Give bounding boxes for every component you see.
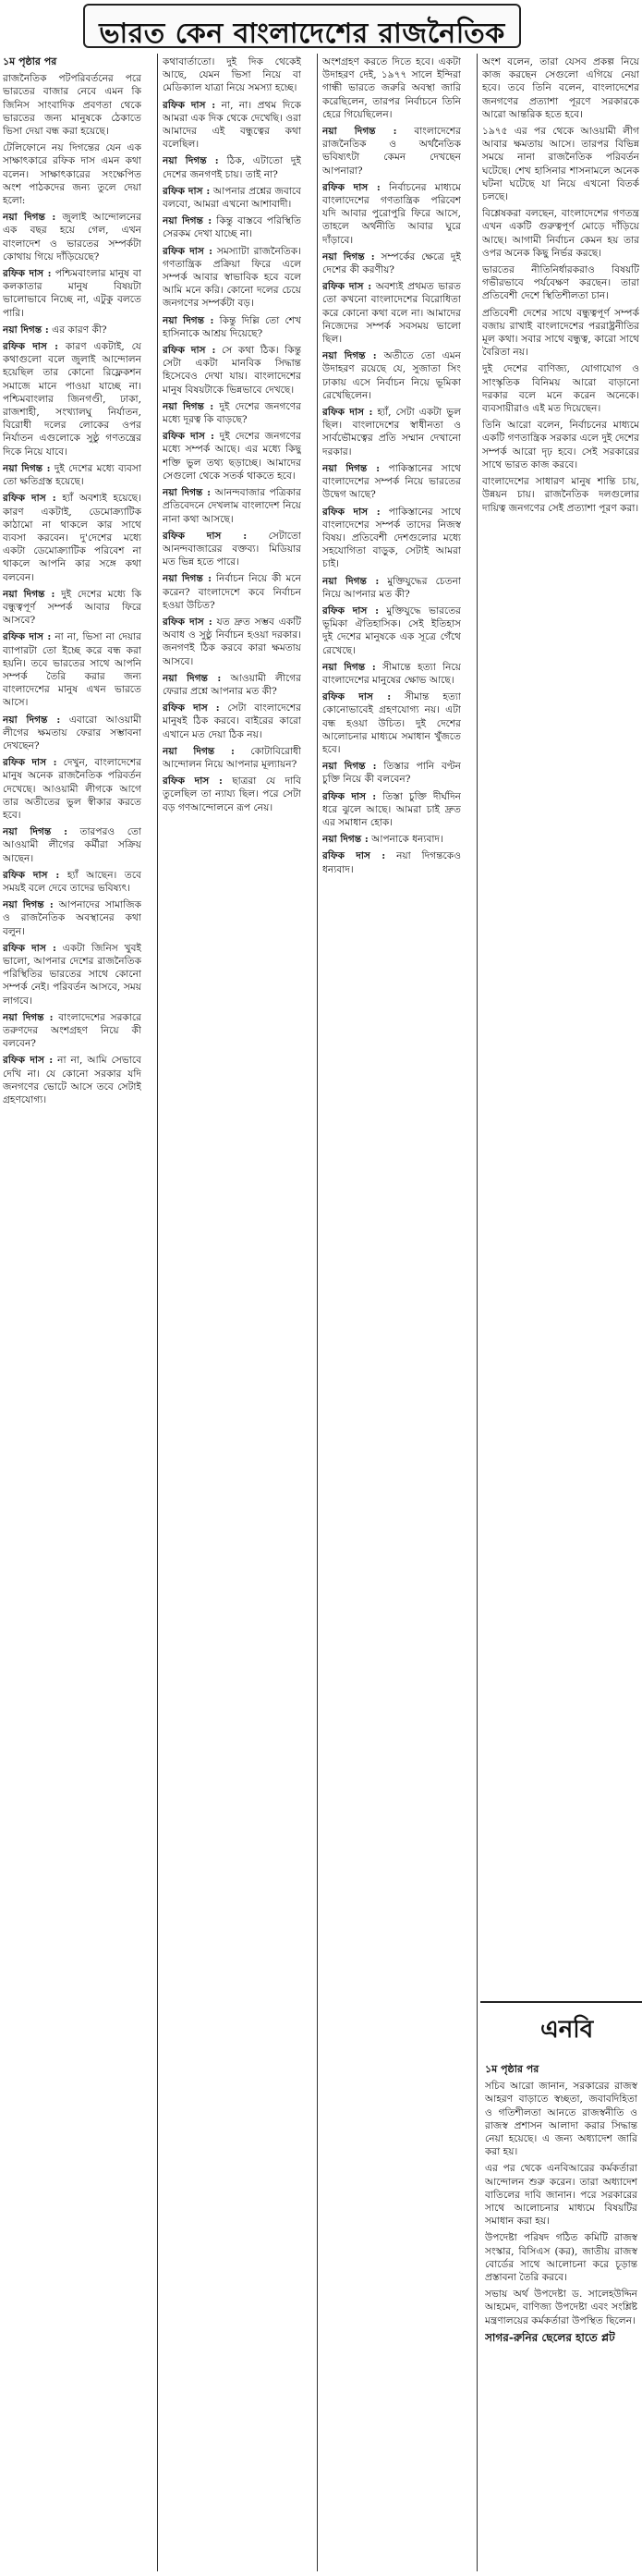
article-paragraph: নয়া দিগন্ত : এর কারণ কী? xyxy=(3,324,107,336)
article-paragraph: রফিক দাস : যত দ্রুত সম্ভব একটি অবাধ ও সুষ্ঠু নির্বাচন হওয়া দরকার। জনগণই ঠিক করবে কারা ক্ষমতায় আসবে। xyxy=(163,616,301,667)
side-story-headline: এনবি xyxy=(540,2016,594,2044)
article-paragraph: নয়া দিগন্ত : দুই দেশের মধ্যে কি বন্ধুত্বপূর্ণ সম্পর্ক আবার ফিরে আসবে? xyxy=(3,588,141,627)
article-paragraph: রফিক দাস : হ্যাঁ, সেটা একটা ভুল ছিল। বাংলাদেশের স্বাধীনতা ও সার্বভৌমত্বের প্রতি সম্মান দেখানো দরকার। xyxy=(322,407,461,458)
article-paragraph: রফিক দাস : না, না। প্রথম দিকে আমরা এক দিক থেকে দেখেছি। ওরা আমাদের এই বন্ধুত্বের কথা বলেছিল। xyxy=(163,99,301,151)
column-1-body xyxy=(3,72,141,1106)
article-paragraph: নয়া দিগন্ত : তারপরও তো আওয়ামী লীগের কর্মীরা সক্রিয় আছেন। xyxy=(3,826,141,864)
speaker-label: রফিক দাস : xyxy=(163,775,223,787)
column-divider xyxy=(477,54,478,2571)
article-paragraph: রফিক দাস : পাকিস্তানের সাথে বাংলাদেশের সম্পর্ক তাদের নিজস্ব বিষয়। প্রতিবেশী দেশগুলোর মধ্যে সহযোগিতা বাড়ুক, সেটাই আমরা চাই। xyxy=(322,506,461,570)
article-paragraph: নয়া দিগন্ত : আওয়ামী লীগের ফেরার প্রশ্নে আপনার মত কী? xyxy=(163,672,301,697)
article-paragraph: নয়া দিগন্ত : অতীতে তো এমন উদাহরণ রয়েছে যে, সুজাতা সিং ঢাকায় এসে নির্বাচন নিয়ে ভূমিকা রেখেছিলেন। xyxy=(322,350,461,401)
headline-box xyxy=(83,4,521,48)
speaker-label: নয়া দিগন্ত : xyxy=(163,745,235,757)
article-paragraph: নয়া দিগন্ত : কোটাবিরোধী আন্দোলন নিয়ে আপনার মূল্যায়ন? xyxy=(163,745,301,770)
speaker-label: নয়া দিগন্ত : xyxy=(163,215,212,227)
speaker-label: রফিক দাস : xyxy=(163,99,216,111)
speaker-label: নয়া দিগন্ত : xyxy=(163,672,222,684)
speaker-label: নয়া দিগন্ত : xyxy=(322,126,397,138)
article-paragraph: বাংলাদেশের সাধারণ মানুষ শান্তি চায়, উন্নয়ন চায়। রাজনৈতিক দলগুলোর দায়িত্ব জনগণের সেই প্রত্যাশা পূরণ করা। xyxy=(482,476,639,514)
article-paragraph: রফিক দাস : দেখুন, বাংলাদেশের মানুষ অনেক রাজনৈতিক পরিবর্তন দেখেছে। আওয়ামী লীগকে আগে তার অতীতের ভুল স্বীকার করতে হবে। xyxy=(3,757,141,821)
speaker-label: নয়া দিগন্ত : xyxy=(322,834,369,846)
speaker-label: রফিক দাস : xyxy=(163,185,211,197)
article-paragraph: প্রতিবেশী দেশের সাথে বন্ধুত্বপূর্ণ সম্পর্ক বজায় রাখাই বাংলাদেশের পররাষ্ট্রনীতির মূল কথা। সবার সাথে বন্ধুত্ব, কারো সাথে বৈরিতা নয়। xyxy=(482,307,639,359)
article-paragraph: ১৯৭৫ এর পর থেকে আওয়ামী লীগ আবার ক্ষমতায় আসে। তারপর বিভিন্ন সময়ে নানা রাজনৈতিক পরিবর্তন ঘটেছে। শেখ হাসিনার শাসনামলে অনেক ঘটনা ঘটেছে যা নিয়ে এখনো বিতর্ক চলছে। xyxy=(482,126,639,203)
speaker-label: রফিক দাস : xyxy=(322,691,392,703)
jump-marker: ১ম পৃষ্ঠার পর xyxy=(3,55,57,67)
side-story-paragraph: এর পর থেকে এনবিআরের কর্মকর্তারা আন্দোলন শুরু করেন। তারা অধ্যাদেশ বাতিলের দাবি জানান। পরে সরকারের সাথে আলোচনার মাধ্যমে বিষয়টির সমাধান করা হয়। xyxy=(485,2163,637,2228)
side-story-paragraph: সাগর-রুনির ছেলের হাতে প্লট xyxy=(485,2330,615,2344)
speaker-label: নয়া দিগন্ত : xyxy=(3,899,54,911)
article-paragraph: নয়া দিগন্ত : দুই দেশের জনগণের মধ্যে দূরত্ব কি বাড়ছে? xyxy=(163,400,301,426)
article-paragraph: রফিক দাস : কারণ একটাই, যে কথাগুলো বলে জুলাই আন্দোলন হয়েছিল তার কোনো রিফ্লেকশন সমাজে মানে পাওয়া যাচ্ছে না। পশ্চিমবাংলার জিনগণ্ডী, ঢাকা, রাজশাহী, সংখ্যালঘু নির্যাতন, বিরোধী দলের লোকের ওপর নির্যাতন এগুলোকে সুষ্ঠু গণতন্ত্রের দিকে নিয়ে যাবে। xyxy=(3,341,141,458)
article-paragraph: নয়া দিগন্ত : কিন্তু বাস্তবে পরিস্থিতি সেরকম দেখা যাচ্ছে না। xyxy=(163,215,301,240)
column-4-body xyxy=(482,55,639,515)
speaker-label: নয়া দিগন্ত : xyxy=(163,155,219,167)
speaker-label: রফিক দাস : xyxy=(163,345,216,357)
side-story-paragraph: সভায় অর্থ উপদেষ্টা ড. সালেহউদ্দিন আহমেদ, বাণিজ্য উপদেষ্টা এবং সংশ্লিষ্ট মন্ত্রণালয়ের কর্মকর্তারা উপস্থিত ছিলেন। xyxy=(485,2289,637,2326)
speaker-label: রফিক দাস : xyxy=(163,702,220,714)
article-paragraph: নয়া দিগন্ত : নির্বাচন নিয়ে কী মনে করেন? বাংলাদেশে কবে নির্বাচন হওয়া উচিত? xyxy=(163,573,301,611)
speaker-label: নয়া দিগন্ত : xyxy=(3,462,51,474)
side-story-paragraph: উপদেষ্টা পরিষদ গঠিত কমিটি রাজস্ব সংস্কার, বিসিএস (কর), জাতীয় রাজস্ব বোর্ডের সাথে আলোচনা করে চূড়ান্ত প্রস্তাবনা তৈরি করবে। xyxy=(485,2232,637,2284)
side-story-divider xyxy=(480,2001,642,2003)
article-paragraph: তিনি আরো বলেন, নির্বাচনের মাধ্যমে একটি গণতান্ত্রিক সরকার এলে দুই দেশের সম্পর্ক আরো দৃঢ় হবে। সেই সরকারের সাথে ভারত কাজ করবে। xyxy=(482,420,639,470)
article-paragraph: রফিক দাস : নির্বাচনের মাধ্যমে বাংলাদেশের গণতান্ত্রিক পরিবেশ যদি আবার পুরোপুরি ফিরে আসে, তাহলে অর্থনীতি আবার ঘুরে দাঁড়াবে। xyxy=(322,181,461,246)
article-paragraph: রফিক দাস : দুই দেশের জনগণের মধ্যে সম্পর্ক আছে। এর মধ্যে কিছু শক্তি ভুল তথ্য ছড়াচ্ছে। আমাদের সেগুলো থেকে সতর্ক থাকতে হবে। xyxy=(163,431,301,482)
article-column-3 xyxy=(322,55,461,2551)
speaker-label: রফিক দাস : xyxy=(163,616,212,628)
column-divider xyxy=(317,54,318,2571)
article-column-1 xyxy=(3,55,141,2551)
article-paragraph: দুই দেশের বাণিজ্য, যোগাযোগ ও সাংস্কৃতিক বিনিময় আরো বাড়ানো দরকার বলে মনে করেন অনেকে। ব্যবসায়ীরাও এই মত দিয়েছেন। xyxy=(482,363,639,415)
speaker-label: রফিক দাস : xyxy=(3,268,52,280)
speaker-label: রফিক দাস : xyxy=(3,1055,54,1067)
article-paragraph: রফিক দাস : মুক্তিযুদ্ধে ভারতের ভূমিকা ঐতিহাসিক। সেই ইতিহাস দুই দেশের মানুষকে এক সূত্রে গেঁথে রেখেছে। xyxy=(322,604,461,656)
article-paragraph: বিশ্লেষকরা বলছেন, বাংলাদেশের গণতন্ত্র এখন একটি গুরুত্বপূর্ণ মোড়ে দাঁড়িয়ে আছে। আগামী নির্বাচন কেমন হয় তার ওপর অনেক কিছু নির্ভর করছে। xyxy=(482,208,639,259)
article-paragraph: নয়া দিগন্ত : সীমান্তে হত্যা নিয়ে বাংলাদেশের মানুষের ক্ষোভ আছে। xyxy=(322,661,461,686)
side-jump-marker: ১ম পৃষ্ঠার পর xyxy=(485,2063,539,2075)
speaker-label: রফিক দাস : xyxy=(322,407,373,419)
side-story-paragraphs xyxy=(485,2080,637,2344)
speaker-label: নয়া দিগন্ত : xyxy=(163,573,212,585)
article-paragraph: রফিক দাস : পশ্চিমবাংলার মানুষ বা কলকাতার মানুষ বিষয়টা ভালোভাবে নিচ্ছে না, এটুকু বলতে পারি। xyxy=(3,268,141,319)
speaker-label: রফিক দাস : xyxy=(3,869,60,881)
article-paragraph: নয়া দিগন্ত : বাংলাদেশের রাজনৈতিক ও অর্থনৈতিক ভবিষ্যৎটা কেমন দেখছেন আপনারা? xyxy=(322,126,461,177)
article-paragraph: রফিক দাস : না না, ভিসা না দেয়ার ব্যাপারটা তো ইচ্ছে করে বন্ধ করা হয়নি। তবে ভারতের সাথে আপনি সম্পর্ক তৈরি করার জন্য বাংলাদেশের মানুষ এখন ভারতে আসে। xyxy=(3,631,141,709)
article-paragraph: নয়া দিগন্ত : আপনাকে ধন্যবাদ। xyxy=(322,834,443,846)
speaker-label: নয়া দিগন্ত : xyxy=(322,350,377,362)
speaker-label: রফিক দাস : xyxy=(163,431,214,443)
article-paragraph: নয়া দিগন্ত : বাংলাদেশের সরকারে তরুণদের অংশগ্রহণ নিয়ে কী বলবেন? xyxy=(3,1011,141,1050)
article-paragraph: রফিক দাস : একটা জিনিস খুবই ভালো, আপনার দেশের রাজনৈতিক পরিস্থিতির ভারতের সাথে কোনো সম্পর্ক নেই। পরিবর্তন আসবে, সময় লাগবে। xyxy=(3,942,141,1007)
column-3-body xyxy=(322,55,461,876)
article-paragraph: রফিক দাস : হ্যাঁ আছেন। তবে সময়ই বলে দেবে তাদের ভবিষ্যৎ। xyxy=(3,869,141,894)
article-paragraph: রফিক দাস : ছাত্ররা যে দাবি তুলেছিল তা ন্যায্য ছিল। পরে সেটা বড় গণআন্দোলনে রূপ নেয়। xyxy=(163,775,301,813)
article-paragraph: ভারতের নীতিনির্ধারকরাও বিষয়টি গভীরভাবে পর্যবেক্ষণ করছেন। তারা প্রতিবেশী দেশে স্থিতিশীলতা চান। xyxy=(482,264,639,302)
article-paragraph: নয়া দিগন্ত : মুক্তিযুদ্ধের চেতনা নিয়ে আপনার মত কী? xyxy=(322,575,461,600)
article-paragraph: রাজনৈতিক পটপরিবর্তনের পরে ভারতের বাজার নেবে এমন কি জিনিস সাংবাদিক প্রবণতা থেকে ভারতের জন্য মানুষকে ঠেকাতে ভিসা দেয়া বন্ধ করা হয়েছে। xyxy=(3,73,141,138)
speaker-label: রফিক দাস : xyxy=(3,631,52,643)
article-paragraph: নয়া দিগন্ত : আপনাদের সামাজিক ও রাজনৈতিক অবস্থানের কথা বলুন। xyxy=(3,899,141,937)
speaker-label: রফিক দাস : xyxy=(322,850,386,862)
article-paragraph: নয়া দিগন্ত : দুই দেশের মধ্যে ব্যবসা তো ক্ষতিগ্রস্ত হয়েছে। xyxy=(3,462,141,488)
speaker-label: নয়া দিগন্ত : xyxy=(163,400,214,412)
column-2-body xyxy=(163,55,301,814)
side-story-body xyxy=(485,2063,637,2570)
speaker-label: নয়া দিগন্ত : xyxy=(322,462,381,474)
speaker-label: রফিক দাস : xyxy=(322,506,381,518)
speaker-label: নয়া দিগন্ত : xyxy=(3,588,55,600)
article-paragraph: কথাবার্তাতো। দুই দিক থেকেই আছে, যেমন ভিসা নিয়ে বা মেডিক্যাল যাত্রা নিয়ে সমস্যা হচ্ছে। xyxy=(163,56,301,94)
article-column-4 xyxy=(482,55,639,1996)
speaker-label: রফিক দাস : xyxy=(322,181,381,193)
speaker-label: নয়া দিগন্ত : xyxy=(3,212,56,224)
speaker-label: নয়া দিগন্ত : xyxy=(3,714,61,726)
article-paragraph: রফিক দাস : সীমান্ত হত্যা কোনোভাবেই গ্রহণযোগ্য নয়। এটা বন্ধ হওয়া উচিত। দুই দেশের আলোচনার মাধ্যমে সমাধান খুঁজতে হবে। xyxy=(322,691,461,755)
speaker-label: রফিক দাস : xyxy=(3,757,57,769)
article-paragraph: নয়া দিগন্ত : কিন্তু দিল্লি তো শেখ হাসিনাকে আশ্রয় দিয়েছে? xyxy=(163,314,301,339)
article-paragraph: টেলিফোনে নয় দিগন্তের যেন এক সাক্ষাৎকারে রফিক দাস এমন কথা বলেন। সাক্ষাৎকারের সংক্ষেপিত অংশ পাঠকদের জন্য তুলে দেয়া হলো: xyxy=(3,142,141,207)
speaker-label: নয়া দিগন্ত : xyxy=(3,1011,54,1023)
headline: ভারত কেন বাংলাদেশের রাজনৈতিক xyxy=(99,18,505,50)
article-paragraph: রফিক দাস : নয়া দিগন্তকেও ধন্যবাদ। xyxy=(322,850,461,875)
speaker-label: রফিক দাস : xyxy=(322,604,380,617)
article-paragraph: রফিক দাস : অবশ্যই প্রথমত ভারত তো কখনো বাংলাদেশের বিরোধিতা করে কোনো কথা বলে না। আমাদের নিজেদের সম্পর্ক সবসময় ভালো ছিল। xyxy=(322,281,461,346)
article-paragraph: রফিক দাস : সেটাতো আনন্দবাজারের বক্তব্য। মিডিয়ার মত ভিন্ন হতে পারে। xyxy=(163,530,301,568)
speaker-label: নয়া দিগন্ত : xyxy=(322,575,380,587)
article-paragraph: রফিক দাস : হ্যাঁ অবশ্যই হয়েছে। কারণ একটাই, ডেমোক্র্যাটিক কাঠামো না থাকলে কার সাথে ব্যবসা করবেন। দু'দেশের মধ্যে একটা ডেমোক্র্যাটিক পরিবেশ না থাকলে আপনি কার সঙ্গে কথা বলবেন। xyxy=(3,493,141,583)
article-paragraph: নয়া দিগন্ত : ঠিক, এটাতো দুই দেশের জনগণই চায়। তাই না? xyxy=(163,155,301,180)
article-paragraph: রফিক দাস : তিস্তা চুক্তি দীর্ঘদিন ধরে ঝুলে আছে। আমরা চাই দ্রুত এর সমাধান হোক। xyxy=(322,790,461,828)
article-paragraph: নয়া দিগন্ত : আনন্দবাজার পত্রিকার প্রতিবেদনে দেখলাম বাংলাদেশ নিয়ে নানা কথা আসছে। xyxy=(163,487,301,525)
column-divider xyxy=(157,54,158,2571)
speaker-label: নয়া দিগন্ত : xyxy=(3,324,49,336)
article-paragraph: অংশগ্রহণ করতে দিতে হবে। একটা উদাহরণ দেই, ১৯৭৭ সালে ইন্দিরা গান্ধী ভারতে জরুরি অবস্থা জারি করেছিলেন, তারপর নির্বাচনে তিনি হেরে গিয়েছিলেন। xyxy=(322,56,461,120)
article-paragraph: নয়া দিগন্ত : তিস্তার পানি বণ্টন চুক্তি নিয়ে কী বলবেন? xyxy=(322,761,461,786)
speaker-label: নয়া দিগন্ত : xyxy=(322,661,376,673)
speaker-label: নয়া দিগন্ত : xyxy=(322,250,375,262)
article-paragraph: রফিক দাস : সে কথা ঠিক। কিন্তু সেটা একটা মানবিক সিদ্ধান্ত হিসেবেও দেখা যায়। বাংলাদেশের মানুষ বিষয়টাকে ভিন্নভাবে দেখছে। xyxy=(163,345,301,396)
article-paragraph: নয়া দিগন্ত : সম্পর্কের ক্ষেত্রে দুই দেশের কী করণীয়? xyxy=(322,250,461,276)
article-paragraph: নয়া দিগন্ত : পাকিস্তানের সাথে বাংলাদেশের সম্পর্ক নিয়ে ভারতের উদ্বেগ আছে? xyxy=(322,462,461,501)
speaker-label: নয়া দিগন্ত : xyxy=(3,826,68,838)
speaker-label: রফিক দাস : xyxy=(3,942,56,954)
speaker-label: রফিক দাস : xyxy=(3,341,58,353)
article-paragraph: রফিক দাস : আপনার প্রশ্নের জবাবে বলবো, আমরা এখনো আশাবাদী। xyxy=(163,185,301,211)
speaker-label: নয়া দিগন্ত : xyxy=(163,487,212,499)
article-paragraph: রফিক দাস : না না, আমি সেভাবে দেখি না। যে কোনো সরকার যদি জনগণের ভোটে আসে তবে সেটাই গ্রহণযোগ্য। xyxy=(3,1055,141,1106)
article-paragraph: অংশ বলেন, তারা যেসব প্রকল্প নিয়ে কাজ করছেন সেগুলো এগিয়ে নেয়া হবে। তবে তিনি বলেন, বাংলাদেশের জনগণের প্রত্যাশা পূরণে সরকারকে আরো আন্তরিক হতে হবে। xyxy=(482,56,639,120)
article-paragraph: নয়া দিগন্ত : এবারো আওয়ামী লীগের ক্ষমতায় ফেরার সম্ভাবনা দেখছেন? xyxy=(3,714,141,751)
speaker-label: রফিক দাস : xyxy=(322,790,377,802)
speaker-label: রফিক দাস : xyxy=(3,493,56,505)
article-paragraph: রফিক দাস : সেটা বাংলাদেশের মানুষই ঠিক করবে। বাইরের কারো এখানে মত দেয়া ঠিক নয়। xyxy=(163,702,301,740)
article-column-2 xyxy=(163,55,301,2551)
side-story-paragraph: সচিব আরো জানান, সরকারের রাজস্ব আহরণ বাড়াতে স্বচ্ছতা, জবাবদিহিতা ও গতিশীলতা আনতে রাজস্বনীতি ও রাজস্ব প্রশাসন আলাদা করার সিদ্ধান্ত নেয়া হয়েছে। এ জন্য অধ্যাদেশ জারি করা হয়। xyxy=(485,2081,637,2158)
speaker-label: রফিক দাস : xyxy=(322,281,372,293)
speaker-label: রফিক দাস : xyxy=(163,245,212,257)
speaker-label: রফিক দাস : xyxy=(163,530,248,542)
article-paragraph: নয়া দিগন্ত : জুলাই আন্দোলনের এক বছর হয়ে গেল, এখন বাংলাদেশ ও ভারতের সম্পর্কটা কোথায় গিয়ে দাঁড়িয়েছে? xyxy=(3,212,141,262)
speaker-label: নয়া দিগন্ত : xyxy=(322,761,377,773)
speaker-label: নয়া দিগন্ত : xyxy=(163,314,214,326)
article-paragraph: রফিক দাস : সমস্যাটা রাজনৈতিক। গণতান্ত্রিক প্রক্রিয়া ফিরে এলে সম্পর্ক আবার স্বাভাবিক হবে বলে আমি মনে করি। কোনো দলের চেয়ে জনগণের সম্পর্কটা বড়। xyxy=(163,245,301,310)
